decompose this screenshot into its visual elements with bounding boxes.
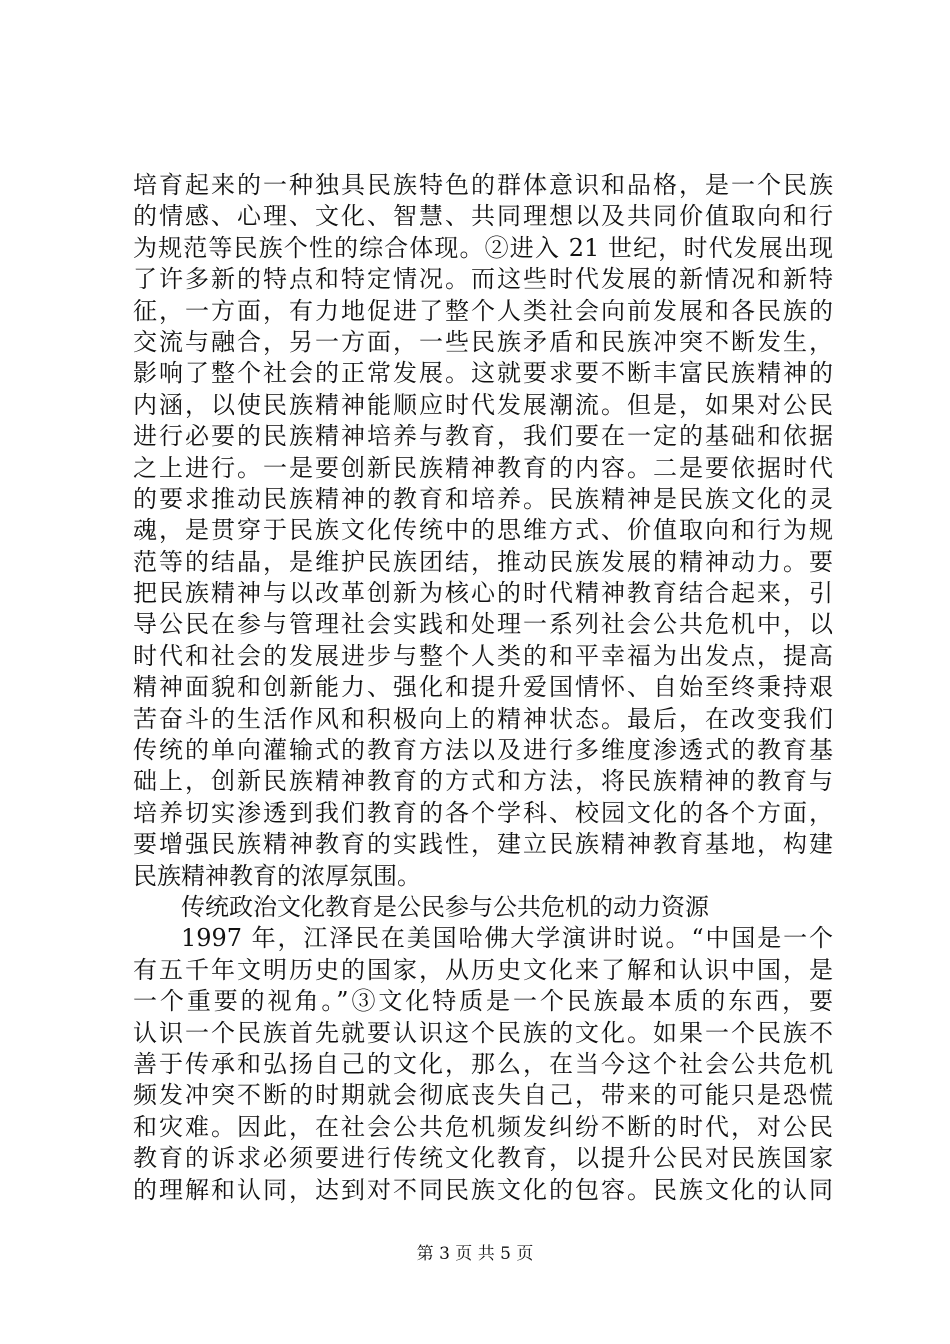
- text-line: 传统的单向灌输式的教育方法以及进行多维度渗透式的教育基: [133, 736, 833, 765]
- document-body: [133, 170, 833, 1206]
- page-footer: 第 3 页 共 5 页: [416, 1244, 534, 1264]
- text-line: 培育起来的一种独具民族特色的群体意识和品格，是一个民族: [133, 171, 833, 199]
- text-line: 认识一个民族首先就要认识这个民族的文化。如果一个民族不: [133, 1018, 833, 1047]
- text-line: 征，一方面，有力地促进了整个人类社会向前发展和各民族的: [133, 296, 833, 325]
- text-line: 精神面貌和创新能力、强化和提升爱国情怀、自始至终秉持艰: [133, 673, 833, 702]
- text-line: 要增强民族精神教育的实践性，建立民族精神教育基地，构建: [133, 830, 833, 859]
- text-line: 为规范等民族个性的综合体现。②进入 21 世纪，时代发展出现: [133, 233, 833, 262]
- text-line: 交流与融合，另一方面，一些民族矛盾和民族冲突不断发生，: [133, 327, 833, 356]
- body-paragraph-2: [133, 923, 833, 1206]
- text-line: 苦奋斗的生活作风和积极向上的精神状态。最后，在改变我们: [133, 704, 833, 733]
- text-line: 1997 年，江泽民在美国哈佛大学演讲时说。“中国是一个: [181, 924, 833, 953]
- text-line: 时代和社会的发展进步与整个人类的和平幸福为出发点，提高: [133, 641, 833, 670]
- text-line: 一个重要的视角。”③文化特质是一个民族最本质的东西，要: [133, 987, 833, 1016]
- text-line: 有五千年文明历史的国家，从历史文化来了解和认识中国，是: [133, 955, 833, 984]
- section-heading: 传统政治文化教育是公民参与公共危机的动力资源: [181, 892, 709, 921]
- text-line: 了许多新的特点和特定情况。而这些时代发展的新情况和新特: [133, 265, 833, 294]
- text-line: 进行必要的民族精神培养与教育，我们要在一定的基础和依据: [133, 422, 833, 451]
- text-line: 培养切实渗透到我们教育的各个学科、校园文化的各个方面，: [133, 798, 833, 827]
- text-line: 范等的结晶，是维护民族团结，推动民族发展的精神动力。要: [133, 547, 833, 576]
- text-line: 之上进行。一是要创新民族精神教育的内容。二是要依据时代: [133, 453, 833, 482]
- text-line: 民族精神教育的浓厚氛围。: [133, 861, 421, 890]
- text-line: 的理解和认同，达到对不同民族文化的包容。民族文化的认同: [133, 1175, 833, 1204]
- text-line: 和灾难。因此，在社会公共危机频发纠纷不断的时代，对公民: [133, 1112, 833, 1141]
- text-line: 魂，是贯穿于民族文化传统中的思维方式、价值取向和行为规: [133, 516, 833, 545]
- body-paragraph-1: [133, 170, 833, 892]
- text-line: 内涵，以使民族精神能顺应时代发展潮流。但是，如果对公民: [133, 390, 833, 419]
- text-line: 把民族精神与以改革创新为核心的时代精神教育结合起来，引: [133, 579, 833, 608]
- text-line: 善于传承和弘扬自己的文化，那么，在当今这个社会公共危机: [133, 1049, 833, 1078]
- text-line: 的情感、心理、文化、智慧、共同理想以及共同价值取向和行: [133, 202, 833, 231]
- text-line: 导公民在参与管理社会实践和处理一系列社会公共危机中，以: [133, 610, 833, 639]
- text-line: 频发冲突不断的时期就会彻底丧失自己，带来的可能只是恐慌: [133, 1081, 833, 1110]
- text-line: 影响了整个社会的正常发展。这就要求要不断丰富民族精神的: [133, 359, 833, 388]
- text-line: 础上，创新民族精神教育的方式和方法，将民族精神的教育与: [133, 767, 833, 796]
- text-line: 的要求推动民族精神的教育和培养。民族精神是民族文化的灵: [133, 484, 833, 513]
- text-line: 教育的诉求必须要进行传统文化教育，以提升公民对民族国家: [133, 1144, 833, 1173]
